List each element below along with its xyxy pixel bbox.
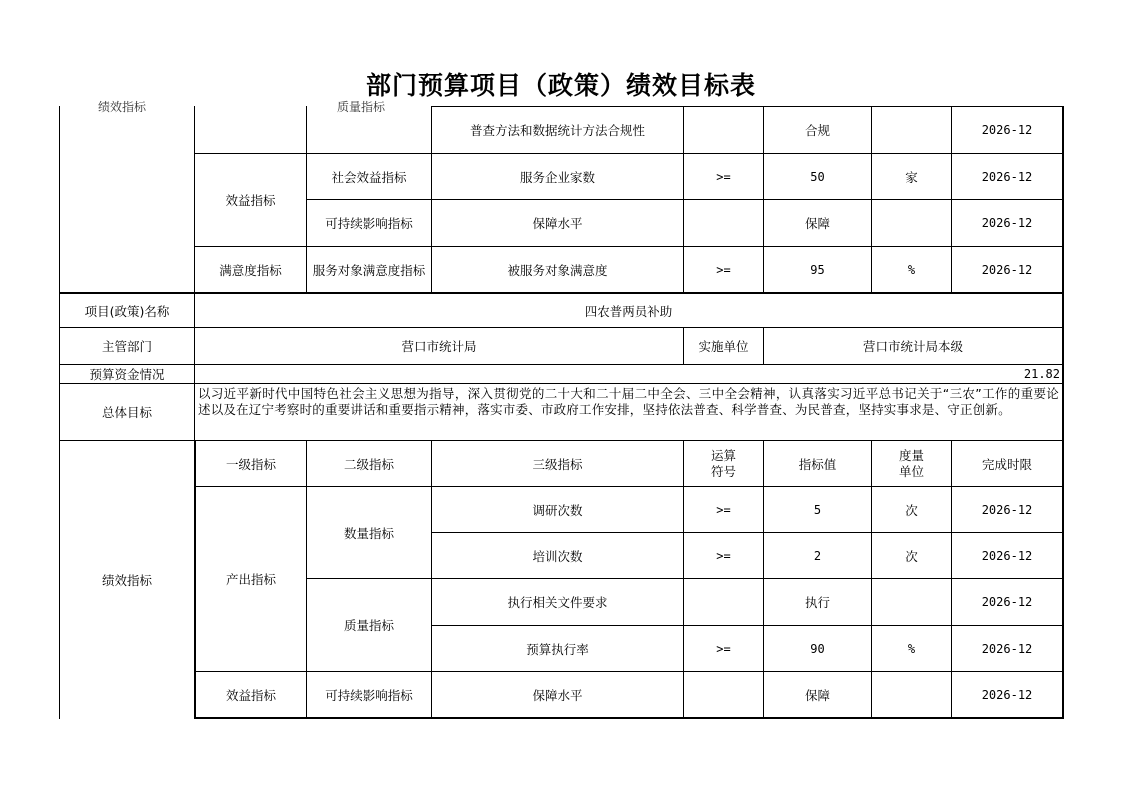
deadline-cell: 2026-12: [981, 641, 1033, 656]
operator-cell: >=: [716, 169, 731, 184]
budget-fund-label: 预算资金情况: [89, 367, 165, 382]
unit-cell: %: [907, 262, 916, 277]
project-name-label: 项目(政策)名称: [84, 303, 170, 319]
header-operator: 运算 符号: [710, 447, 736, 479]
value-cell: 5: [813, 502, 822, 517]
project-name-value: 四农普两员补助: [584, 303, 673, 319]
deadline-cell: 2026-12: [981, 169, 1033, 184]
indicator-cell: 服务企业家数: [519, 169, 595, 185]
header-unit: 度量 单位: [898, 447, 924, 479]
value-cell: 2: [813, 548, 822, 563]
unit-cell: 次: [905, 502, 918, 518]
indicator-cell: 保障水平: [532, 216, 583, 231]
level2-cell: 服务对象满意度指标: [312, 262, 426, 278]
deadline-cell: 2026-12: [981, 687, 1033, 702]
value-cell: 保障: [804, 216, 830, 231]
level2-cell: 社会效益指标: [331, 169, 407, 185]
operator-cell: >=: [716, 641, 731, 656]
output-indicator-label: 产出指标: [225, 572, 276, 587]
header-value: 指标值: [798, 456, 837, 472]
deadline-cell: 2026-12: [981, 595, 1033, 609]
indicator-cell: 保障水平: [532, 687, 583, 703]
operator-cell: >=: [716, 262, 731, 277]
level1-cell: 满意度指标: [219, 262, 282, 278]
indicator-cell: 执行相关文件要求: [507, 595, 608, 610]
deadline-cell: 2026-12: [981, 216, 1033, 230]
header-level2: 二级指标: [343, 456, 394, 472]
budget-fund-value: 21.82: [1023, 367, 1060, 381]
quantity-indicator-label: 数量指标: [343, 525, 394, 541]
implementing-unit-value: 营口市统计局本级: [862, 339, 963, 354]
sustain-indicator-label: 可持续影响指标: [325, 687, 413, 703]
indicator-cell: 调研次数: [532, 502, 583, 518]
indicator-cell: 培训次数: [532, 548, 583, 564]
unit-cell: %: [907, 641, 916, 656]
clipped-perf-label: 绩效指标: [98, 100, 147, 114]
value-cell: 执行: [804, 595, 830, 610]
deadline-cell: 2026-12: [981, 123, 1033, 137]
indicator-cell: 预算执行率: [526, 641, 589, 657]
operator-cell: >=: [716, 502, 731, 517]
operator-cell: >=: [716, 548, 731, 563]
header-deadline: 完成时限: [981, 456, 1032, 472]
benefit-indicator-label-bottom: 效益指标: [225, 687, 276, 703]
department-value: 营口市统计局: [401, 339, 477, 354]
value-cell: 保障: [804, 687, 830, 703]
page-title: 部门预算项目（政策）绩效目标表: [365, 71, 756, 100]
department-label: 主管部门: [101, 339, 152, 354]
deadline-cell: 2026-12: [981, 502, 1033, 517]
value-cell: 50: [810, 169, 825, 184]
unit-cell: 家: [905, 169, 918, 185]
level2-cell: 可持续影响指标: [325, 216, 413, 231]
overall-goal-label: 总体目标: [101, 405, 152, 420]
deadline-cell: 2026-12: [981, 548, 1033, 563]
indicator-cell: 普查方法和数据统计方法合规性: [469, 123, 645, 138]
header-level1: 一级指标: [225, 456, 276, 472]
quality-indicator-label: 质量指标: [343, 618, 394, 633]
perf-indicator-label: 绩效指标: [101, 572, 152, 588]
value-cell: 95: [810, 262, 825, 277]
deadline-cell: 2026-12: [981, 262, 1033, 277]
unit-cell: 次: [905, 548, 918, 564]
header-level3: 三级指标: [532, 456, 583, 472]
overall-goal-text: 以习近平新时代中国特色社会主义思想为指导，深入贯彻党的二十大和二十届二中全会、三中全会精神，认真落实习近平总书记关于“三农”工作的重要论述以及在辽宁考察时的重要讲话和重要指示精神，落实市委、市政府工作安排，坚持依法普查、科学普查、为民普查，坚持实事求是、守正创新。: [198, 386, 1059, 417]
clipped-quality-label: 质量指标: [337, 100, 386, 114]
value-cell: 合规: [804, 123, 830, 138]
implementing-unit-label: 实施单位: [698, 339, 749, 354]
benefit-indicator-label: 效益指标: [225, 193, 276, 208]
value-cell: 90: [810, 641, 825, 656]
indicator-cell: 被服务对象满意度: [507, 262, 608, 278]
